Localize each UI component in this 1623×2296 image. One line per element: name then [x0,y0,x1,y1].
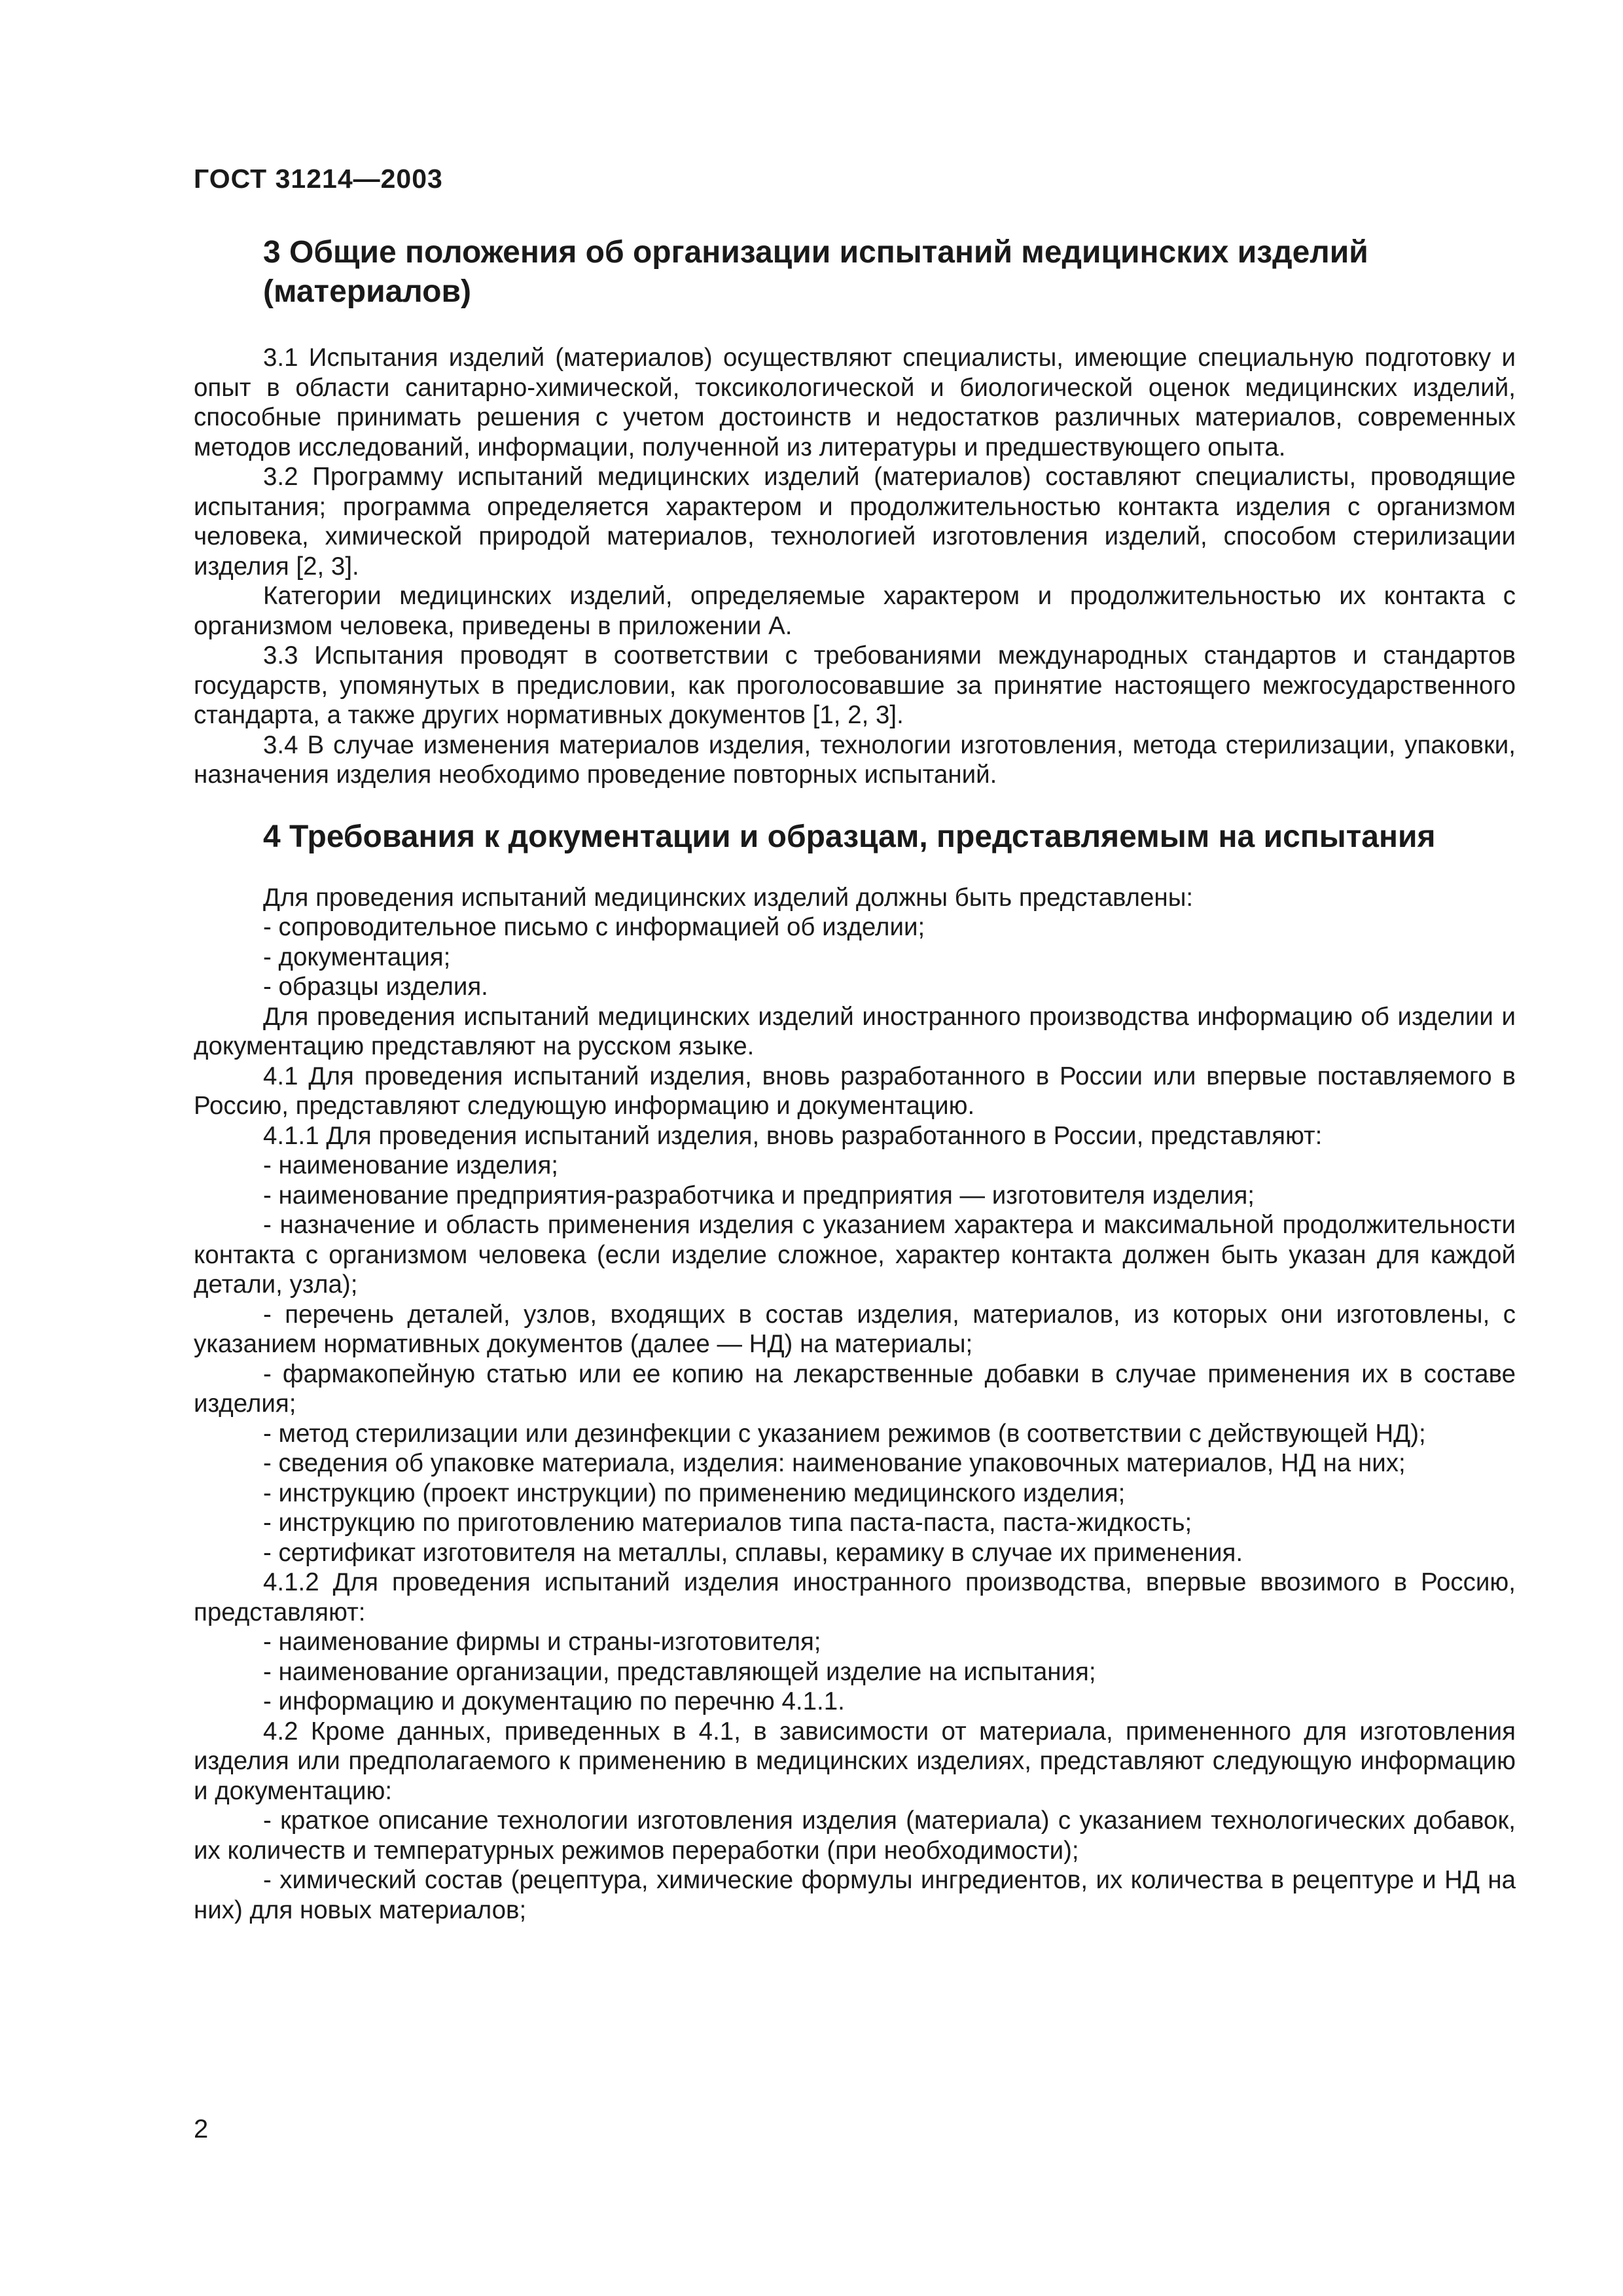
paragraph-4-intro: Для проведения испытаний медицинских изделий должны быть представлены: [263,883,1194,912]
list-item-parts: - перечень деталей, узлов, входящих в состав изделия, материалов, из которых они изготовлены, с указанием нормативных документов (далее — НД) на материалы; [194,1300,1516,1358]
paragraph-3-2: 3.2 Программу испытаний медицинских изделий (материалов) составляют специалисты, проводящие испытания; программа определяется характером и продолжительностью контакта изделия с организмом человека, химической природой материалов, технологией изготовления изделий, способом стерилизации изделия [2, 3]. [194,463,1516,581]
paragraph-4-1-1: 4.1.1 Для проведения испытаний изделия, вновь разработанного в России, представляют: [263,1121,1323,1150]
list-item: - наименование предприятия-разработчика и предприятия — изготовителя изделия; [263,1181,1255,1210]
paragraph-3-4: 3.4 В случае изменения материалов изделия, технологии изготовления, метода стерилизации, упаковки, назначения изделия необходимо проведение повторных испытаний. [194,730,1516,789]
list-item: - инструкцию по приготовлению материалов типа паста-паста, паста-жидкость; [263,1509,1192,1537]
paragraph-3-3: 3.3 Испытания проводят в соответствии с требованиями международных стандартов и стандартов государств, упомянутых в предисловии, как проголосовавшие за принятие настоящего межгосударственного стандарта, а также других нормативных документов [1, 2, 3]. [194,641,1516,729]
paragraph-categories: Категории медицинских изделий, определяемые характером и продолжительностью их контакта с организмом человека, приведены в приложении А. [194,582,1516,640]
list-item: - образцы изделия. [263,973,488,1001]
paragraph-4-1-2: 4.1.2 Для проведения испытаний изделия иностранного производства, впервые ввозимого в Россию, представляют: [194,1568,1516,1626]
list-item: - наименование организации, представляющей изделие на испытания; [263,1657,1096,1686]
paragraph-4-1: 4.1 Для проведения испытаний изделия, вновь разработанного в России или впервые поставляемого в Россию, представляют следующую информацию и документацию. [194,1062,1516,1120]
paragraph-foreign-docs: Для проведения испытаний медицинских изделий иностранного производства информацию об изделии и документацию представляют на русском языке. [194,1002,1516,1060]
list-item-pharmacopoeia: - фармакопейную статью или ее копию на лекарственные добавки в случае применения их в составе изделия; [194,1359,1516,1418]
section-3-heading: 3 Общие положения об организации испытаний медицинских изделий (материалов) [263,235,1368,309]
paragraph-4-2: 4.2 Кроме данных, приведенных в 4.1, в зависимости от материала, примененного для изготовления изделия или предполагаемого к применению в медицинских изделиях, представляют следующую информацию и документацию: [194,1717,1516,1805]
list-item: - метод стерилизации или дезинфекции с указанием режимов (в соответствии с действующей НД); [263,1419,1426,1448]
list-item: - наименование фирмы и страны-изготовителя; [263,1628,821,1656]
list-item-purpose: - назначение и область применения изделия с указанием характера и максимальной продолжительности контакта с организмом человека (если изделие сложное, характер контакта должен быть указан для каждой детали, узла); [194,1211,1516,1299]
document-body [194,221,1516,1925]
list-item: - наименование изделия; [263,1151,558,1179]
list-item: - информацию и документацию по перечню 4.1.1. [263,1687,845,1715]
list-item: - сведения об упаковке материала, изделия: наименование упаковочных материалов, НД на них; [263,1449,1406,1477]
list-item: - документация; [263,942,451,971]
list-item: - инструкцию (проект инструкции) по применению медицинского изделия; [263,1479,1126,1507]
list-item-chemical-composition: - химический состав (рецептура, химические формулы ингредиентов, их количества в рецептуре и НД на них) для новых материалов; [194,1866,1516,1924]
page-number: 2 [194,2115,209,2144]
list-item-technology: - краткое описание технологии изготовления изделия (материала) с указанием технологических добавок, их количеств и температурных режимов переработки (при необходимости); [194,1806,1516,1865]
standard-code-header: ГОСТ 31214—2003 [194,164,443,194]
list-item: - сопроводительное письмо с информацией об изделии; [263,913,925,941]
paragraph-3-1: 3.1 Испытания изделий (материалов) осуществляют специалисты, имеющие специальную подготовку и опыт в области санитарно-химической, токсикологической и биологической оценок медицинских изделий, способные принимать решения с учетом достоинств и недостатков различных материалов, современных методов исследований, информации, полученной из литературы и предшествующего опыта. [194,344,1516,461]
section-4-heading: 4 Требования к документации и образцам, представляемым на испытания [263,819,1436,854]
list-item: - сертификат изготовителя на металлы, сплавы, керамику в случае их применения. [263,1538,1243,1567]
